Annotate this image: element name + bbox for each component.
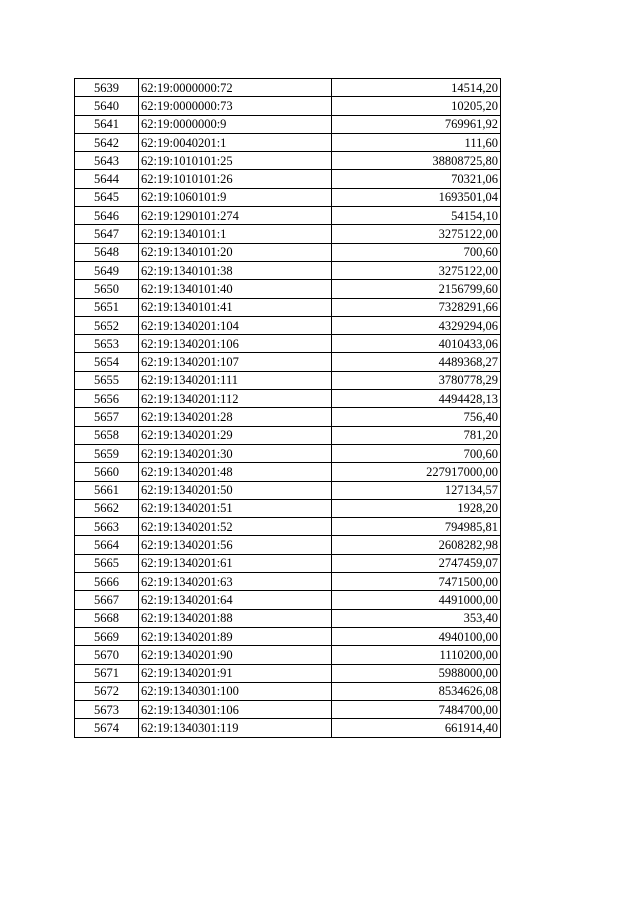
table-row bbox=[75, 371, 501, 389]
row-number-cell: 5662 bbox=[75, 499, 139, 517]
cadastral-number-cell: 62:19:1340201:56 bbox=[139, 536, 332, 554]
row-number-cell: 5670 bbox=[75, 646, 139, 664]
cadastral-number-cell: 62:19:1340201:112 bbox=[139, 390, 332, 408]
value-cell: 781,20 bbox=[332, 426, 501, 444]
table-row bbox=[75, 207, 501, 225]
row-number-cell: 5663 bbox=[75, 518, 139, 536]
row-number-cell: 5665 bbox=[75, 554, 139, 572]
table-row bbox=[75, 609, 501, 627]
value-cell: 700,60 bbox=[332, 444, 501, 462]
table-row bbox=[75, 298, 501, 316]
value-cell: 1928,20 bbox=[332, 499, 501, 517]
value-cell: 661914,40 bbox=[332, 719, 501, 737]
cadastral-number-cell: 62:19:1340201:48 bbox=[139, 463, 332, 481]
table-row bbox=[75, 79, 501, 97]
cadastral-number-cell: 62:19:1340301:119 bbox=[139, 719, 332, 737]
cadastral-number-cell: 62:19:1340101:41 bbox=[139, 298, 332, 316]
row-number-cell: 5643 bbox=[75, 152, 139, 170]
row-number-cell: 5674 bbox=[75, 719, 139, 737]
table-row bbox=[75, 518, 501, 536]
cadastral-number-cell: 62:19:1010101:25 bbox=[139, 152, 332, 170]
value-cell: 4491000,00 bbox=[332, 591, 501, 609]
cadastral-number-cell: 62:19:1340201:29 bbox=[139, 426, 332, 444]
cadastral-number-cell: 62:19:1340301:100 bbox=[139, 682, 332, 700]
cadastral-number-cell: 62:19:1340201:30 bbox=[139, 444, 332, 462]
value-cell: 7484700,00 bbox=[332, 701, 501, 719]
row-number-cell: 5647 bbox=[75, 225, 139, 243]
cadastral-number-cell: 62:19:1340201:89 bbox=[139, 627, 332, 645]
cadastral-number-cell: 62:19:1340201:106 bbox=[139, 335, 332, 353]
value-cell: 4489368,27 bbox=[332, 353, 501, 371]
value-cell: 353,40 bbox=[332, 609, 501, 627]
row-number-cell: 5641 bbox=[75, 115, 139, 133]
row-number-cell: 5667 bbox=[75, 591, 139, 609]
value-cell: 1693501,04 bbox=[332, 188, 501, 206]
table-row bbox=[75, 719, 501, 737]
value-cell: 14514,20 bbox=[332, 79, 501, 97]
cadastral-number-cell: 62:19:1340201:111 bbox=[139, 371, 332, 389]
table-row bbox=[75, 499, 501, 517]
value-cell: 7471500,00 bbox=[332, 573, 501, 591]
table-row bbox=[75, 390, 501, 408]
cadastral-number-cell: 62:19:1340101:20 bbox=[139, 243, 332, 261]
cadastral-number-cell: 62:19:1340101:1 bbox=[139, 225, 332, 243]
row-number-cell: 5640 bbox=[75, 97, 139, 115]
table-row bbox=[75, 261, 501, 279]
row-number-cell: 5648 bbox=[75, 243, 139, 261]
row-number-cell: 5661 bbox=[75, 481, 139, 499]
row-number-cell: 5671 bbox=[75, 664, 139, 682]
row-number-cell: 5652 bbox=[75, 316, 139, 334]
table-row bbox=[75, 115, 501, 133]
cadastral-number-cell: 62:19:1340201:63 bbox=[139, 573, 332, 591]
value-cell: 2747459,07 bbox=[332, 554, 501, 572]
cadastral-number-cell: 62:19:0000000:72 bbox=[139, 79, 332, 97]
row-number-cell: 5646 bbox=[75, 207, 139, 225]
cadastral-number-cell: 62:19:1340301:106 bbox=[139, 701, 332, 719]
value-cell: 111,60 bbox=[332, 133, 501, 151]
row-number-cell: 5642 bbox=[75, 133, 139, 151]
table-row bbox=[75, 664, 501, 682]
cadastral-number-cell: 62:19:1060101:9 bbox=[139, 188, 332, 206]
row-number-cell: 5656 bbox=[75, 390, 139, 408]
cadastral-number-cell: 62:19:0000000:73 bbox=[139, 97, 332, 115]
value-cell: 2608282,98 bbox=[332, 536, 501, 554]
cadastral-number-cell: 62:19:1340201:104 bbox=[139, 316, 332, 334]
row-number-cell: 5673 bbox=[75, 701, 139, 719]
table-row bbox=[75, 408, 501, 426]
value-cell: 5988000,00 bbox=[332, 664, 501, 682]
row-number-cell: 5659 bbox=[75, 444, 139, 462]
row-number-cell: 5669 bbox=[75, 627, 139, 645]
cadastral-number-cell: 62:19:1340201:88 bbox=[139, 609, 332, 627]
value-cell: 769961,92 bbox=[332, 115, 501, 133]
row-number-cell: 5651 bbox=[75, 298, 139, 316]
value-cell: 794985,81 bbox=[332, 518, 501, 536]
value-cell: 3780778,29 bbox=[332, 371, 501, 389]
row-number-cell: 5654 bbox=[75, 353, 139, 371]
value-cell: 7328291,66 bbox=[332, 298, 501, 316]
value-cell: 4010433,06 bbox=[332, 335, 501, 353]
value-cell: 1110200,00 bbox=[332, 646, 501, 664]
table-row bbox=[75, 536, 501, 554]
value-cell: 8534626,08 bbox=[332, 682, 501, 700]
row-number-cell: 5664 bbox=[75, 536, 139, 554]
cadastral-number-cell: 62:19:1340201:50 bbox=[139, 481, 332, 499]
table-row bbox=[75, 444, 501, 462]
cadastral-number-cell: 62:19:1340201:64 bbox=[139, 591, 332, 609]
value-cell: 10205,20 bbox=[332, 97, 501, 115]
row-number-cell: 5644 bbox=[75, 170, 139, 188]
table-row bbox=[75, 133, 501, 151]
value-cell: 227917000,00 bbox=[332, 463, 501, 481]
value-cell: 2156799,60 bbox=[332, 280, 501, 298]
table-row bbox=[75, 646, 501, 664]
value-cell: 54154,10 bbox=[332, 207, 501, 225]
table-row bbox=[75, 280, 501, 298]
table-body bbox=[75, 79, 501, 738]
row-number-cell: 5645 bbox=[75, 188, 139, 206]
row-number-cell: 5649 bbox=[75, 261, 139, 279]
value-cell: 700,60 bbox=[332, 243, 501, 261]
cadastral-number-cell: 62:19:1340101:40 bbox=[139, 280, 332, 298]
cadastral-number-cell: 62:19:0000000:9 bbox=[139, 115, 332, 133]
value-cell: 4940100,00 bbox=[332, 627, 501, 645]
cadastral-number-cell: 62:19:1340201:61 bbox=[139, 554, 332, 572]
table-row bbox=[75, 682, 501, 700]
table-row bbox=[75, 591, 501, 609]
table-row bbox=[75, 481, 501, 499]
value-cell: 4494428,13 bbox=[332, 390, 501, 408]
cadastral-number-cell: 62:19:1340201:28 bbox=[139, 408, 332, 426]
table-row bbox=[75, 316, 501, 334]
cadastral-value-table bbox=[74, 78, 501, 738]
value-cell: 127134,57 bbox=[332, 481, 501, 499]
value-cell: 756,40 bbox=[332, 408, 501, 426]
table-row bbox=[75, 335, 501, 353]
row-number-cell: 5639 bbox=[75, 79, 139, 97]
row-number-cell: 5668 bbox=[75, 609, 139, 627]
table-row bbox=[75, 554, 501, 572]
row-number-cell: 5666 bbox=[75, 573, 139, 591]
cadastral-number-cell: 62:19:1010101:26 bbox=[139, 170, 332, 188]
cadastral-number-cell: 62:19:1340201:107 bbox=[139, 353, 332, 371]
table-row bbox=[75, 188, 501, 206]
table-row bbox=[75, 170, 501, 188]
cadastral-number-cell: 62:19:1340201:90 bbox=[139, 646, 332, 664]
table-row bbox=[75, 426, 501, 444]
table-row bbox=[75, 353, 501, 371]
table-row bbox=[75, 225, 501, 243]
cadastral-number-cell: 62:19:1340201:51 bbox=[139, 499, 332, 517]
row-number-cell: 5657 bbox=[75, 408, 139, 426]
row-number-cell: 5660 bbox=[75, 463, 139, 481]
cadastral-number-cell: 62:19:1340201:52 bbox=[139, 518, 332, 536]
row-number-cell: 5653 bbox=[75, 335, 139, 353]
row-number-cell: 5655 bbox=[75, 371, 139, 389]
row-number-cell: 5672 bbox=[75, 682, 139, 700]
table-row bbox=[75, 573, 501, 591]
table-row bbox=[75, 627, 501, 645]
table-row bbox=[75, 463, 501, 481]
value-cell: 70321,06 bbox=[332, 170, 501, 188]
cadastral-number-cell: 62:19:0040201:1 bbox=[139, 133, 332, 151]
table-row bbox=[75, 243, 501, 261]
value-cell: 4329294,06 bbox=[332, 316, 501, 334]
table-row bbox=[75, 701, 501, 719]
cadastral-number-cell: 62:19:1290101:274 bbox=[139, 207, 332, 225]
value-cell: 38808725,80 bbox=[332, 152, 501, 170]
row-number-cell: 5650 bbox=[75, 280, 139, 298]
cadastral-number-cell: 62:19:1340201:91 bbox=[139, 664, 332, 682]
table-row bbox=[75, 97, 501, 115]
table-row bbox=[75, 152, 501, 170]
cadastral-number-cell: 62:19:1340101:38 bbox=[139, 261, 332, 279]
value-cell: 3275122,00 bbox=[332, 225, 501, 243]
value-cell: 3275122,00 bbox=[332, 261, 501, 279]
row-number-cell: 5658 bbox=[75, 426, 139, 444]
